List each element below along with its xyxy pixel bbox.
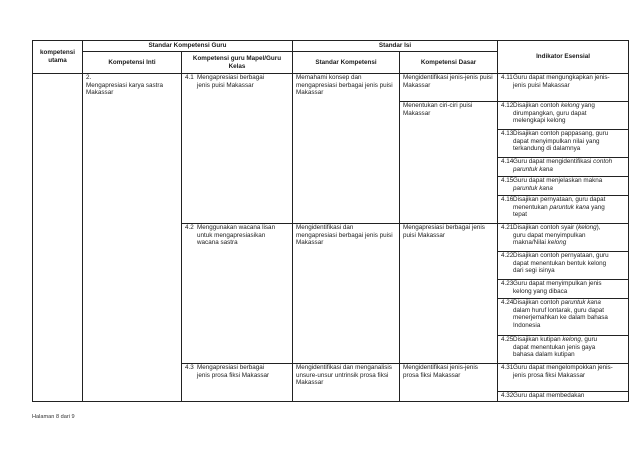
indikator-term: contoh paruntuk kana bbox=[513, 158, 613, 173]
kompetensi-guru-number: 4.2 bbox=[185, 224, 194, 231]
kompetensi-utama-cell bbox=[33, 74, 83, 402]
indikator-number: 4.32 bbox=[501, 392, 514, 399]
indikator-cell bbox=[498, 252, 629, 280]
indikator-number: 4.23 bbox=[501, 280, 514, 287]
header-standar-kompetensi-guru: Standar Kompetensi Guru bbox=[83, 41, 293, 52]
kompetensi-inti-text: Mengapresiasi karya sastra Makassar bbox=[86, 81, 163, 97]
indikator-text: Guru dapat mengidentifikasi contoh paruntuk kana bbox=[513, 158, 613, 173]
indikator-number: 4.25 bbox=[501, 336, 514, 343]
indikator-term: kelong bbox=[547, 239, 567, 247]
indikator-number: 4.16 bbox=[501, 196, 514, 203]
indikator-number: 4.14 bbox=[501, 158, 514, 165]
indikator-term: paruntuk kana bbox=[560, 299, 601, 306]
indikator-number: 4.24 bbox=[501, 299, 514, 306]
indikator-text: Disajikan contoh pappasang, guru dapat menyimpulkan nilai yang terkandung di dalamnya bbox=[513, 130, 609, 153]
indikator-text: Disajikan contoh pernyataan, guru dapat menentukan bentuk kelong dari segi isinya bbox=[513, 252, 609, 275]
indikator-cell bbox=[498, 158, 629, 177]
indikator-cell bbox=[498, 177, 629, 196]
indikator-text: Guru dapat mengelompokkan jenis-jenis prosa fiksi Makassar bbox=[513, 364, 613, 379]
indikator-number: 4.21 bbox=[501, 224, 514, 231]
indikator-cell bbox=[498, 299, 629, 336]
indikator-term: paruntuk kana bbox=[513, 184, 553, 192]
kompetensi-guru-text: Mengapresiasi berbagai jenis prosa fiksi Makassar bbox=[197, 364, 270, 379]
header-indikator-esensial: Indikator Esensial bbox=[498, 41, 629, 74]
page-footer: Halaman 8 dari 9 bbox=[32, 414, 75, 420]
indikator-cell bbox=[498, 196, 629, 224]
header-standar-isi: Standar Isi bbox=[293, 41, 498, 52]
indikator-cell bbox=[498, 280, 629, 299]
kompetensi-guru-number: 4.3 bbox=[185, 364, 194, 371]
standar-kompetensi-cell: Mengidentifikasi dan menganalisis unsure-unsur untrinsik prosa fiksi Makassar bbox=[293, 364, 400, 402]
kompetensi-guru-number: 4.1 bbox=[185, 74, 194, 81]
header-kompetensi-inti: Kompetensi Inti bbox=[83, 52, 182, 74]
kompetensi-guru-text: Mengapresiasi berbagai jenis puisi Makassar bbox=[197, 74, 265, 89]
indikator-term: paruntuk kana bbox=[549, 203, 590, 211]
header-kompetensi-dasar: Kompetensi Dasar bbox=[400, 52, 498, 74]
indikator-number: 4.13 bbox=[501, 130, 514, 137]
indikator-text: Disajikan contoh paruntuk kana dalam huruf lontarak, guru dapat menerjemahkan ke dalam bahasa Indonesia bbox=[513, 299, 608, 329]
kompetensi-inti-cell bbox=[83, 74, 182, 402]
indikator-cell bbox=[498, 336, 629, 364]
kompetensi-dasar-cell: Menentukan ciri-ciri puisi Makassar bbox=[400, 102, 498, 224]
indikator-text: Disajikan contoh kelong yang dirumpangkan, guru dapat melengkapi kelong bbox=[513, 102, 595, 125]
table-row bbox=[33, 74, 629, 102]
standar-kompetensi-cell: Mengidentifikasi dan mengapresiasi berbagai jenis puisi Makassar bbox=[293, 224, 400, 364]
kompetensi-guru-text: Menggunakan wacana lisan untuk mengapresiasikan wacana sastra bbox=[197, 224, 276, 247]
kompetensi-inti-number: 2. bbox=[86, 74, 92, 81]
kompetensi-guru-cell bbox=[182, 224, 293, 364]
indikator-cell bbox=[498, 392, 629, 402]
indikator-number: 4.22 bbox=[501, 252, 514, 259]
competency-table bbox=[32, 40, 629, 402]
kompetensi-dasar-cell: Mengidentifikasi jenis-jenis prosa fiksi Makassar bbox=[400, 364, 498, 402]
indikator-cell bbox=[498, 102, 629, 130]
indikator-number: 4.11 bbox=[501, 74, 513, 81]
standar-kompetensi-cell: Memahami konsep dan mengapresiasi berbagai jenis puisi Makassar bbox=[293, 74, 400, 224]
header-kompetensi-guru-mapel: Kompetensi guru Mapel/Guru Kelas bbox=[182, 52, 293, 74]
kompetensi-dasar-cell: Mengapresiasi berbagai jenis puisi Makassar bbox=[400, 224, 498, 364]
indikator-cell bbox=[498, 74, 629, 102]
indikator-cell bbox=[498, 224, 629, 252]
indikator-number: 4.31 bbox=[501, 364, 514, 371]
indikator-text: Guru dapat membedakan bbox=[513, 392, 585, 399]
kompetensi-guru-cell bbox=[182, 74, 293, 224]
indikator-text: Disajikan contoh syair (kelong), guru dapat menyimpulkan makna/Nilai kelong bbox=[513, 224, 601, 247]
indikator-term: kelong bbox=[562, 336, 581, 343]
indikator-text: Disajikan pernyataan, guru dapat menentukan paruntuk kana yang tepat bbox=[513, 196, 606, 219]
indikator-text: Disajikan kutipan kelong, guru dapat menentukan jenis gaya bahasa dalam kutipan bbox=[513, 336, 598, 359]
indikator-number: 4.12 bbox=[501, 102, 514, 109]
indikator-text: Guru dapat menjelaskan makna paruntuk kana bbox=[513, 177, 603, 192]
indikator-term: kelong bbox=[560, 102, 580, 109]
indikator-cell bbox=[498, 130, 629, 158]
header-kompetensi-utama: kompetensi utama bbox=[33, 41, 83, 74]
indikator-number: 4.15 bbox=[501, 177, 514, 184]
indikator-term: kelong bbox=[578, 224, 597, 231]
kompetensi-dasar-cell: Mengidentifikasi jenis-jenis puisi Makassar bbox=[400, 74, 498, 102]
kompetensi-guru-cell bbox=[182, 364, 293, 402]
indikator-cell bbox=[498, 364, 629, 392]
header-standar-kompetensi: Standar Kompetensi bbox=[293, 52, 400, 74]
indikator-text: Guru dapat menyimpulkan jenis kelong yang dibaca bbox=[513, 280, 602, 295]
indikator-text: Guru dapat mengungkapkan jenis-jenis puisi Makassar bbox=[513, 74, 610, 89]
